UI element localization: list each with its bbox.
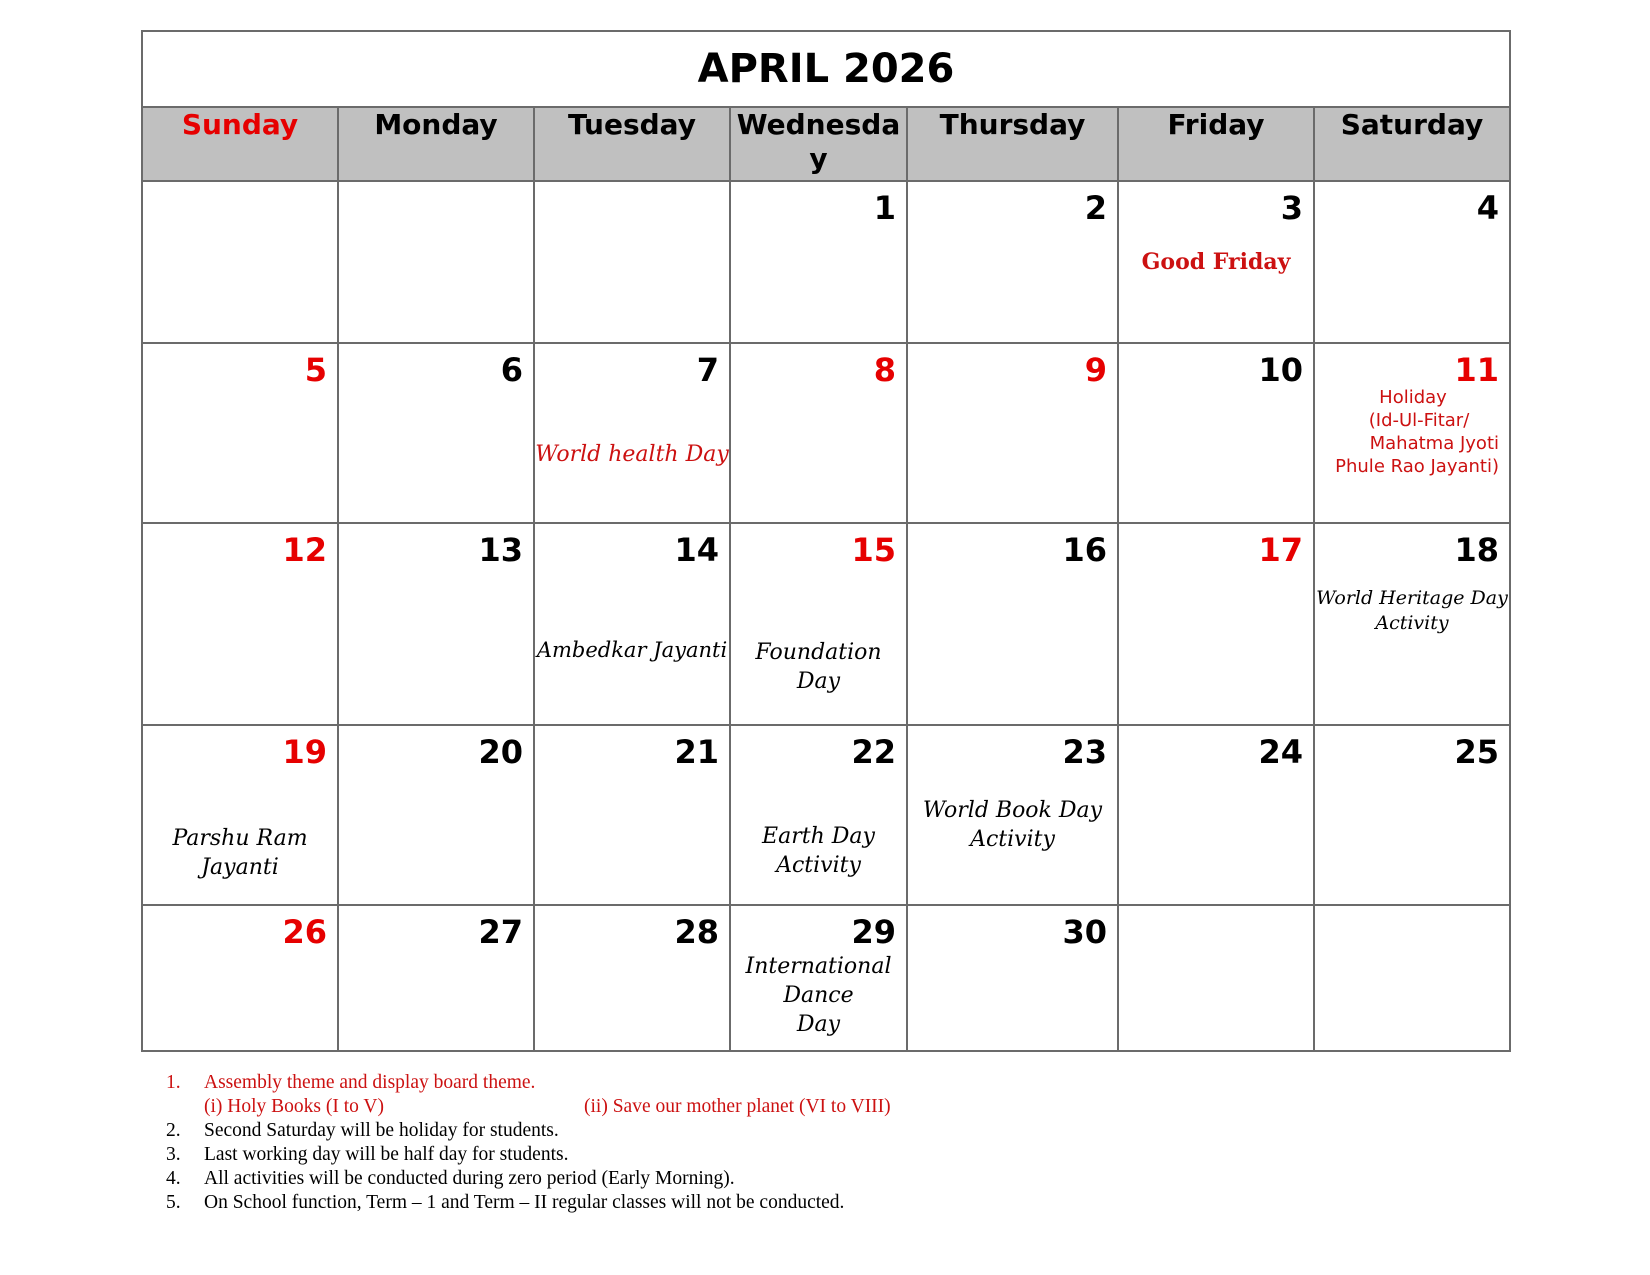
- event-good-friday: Good Friday: [1141, 249, 1291, 275]
- day-number: 13: [478, 531, 523, 569]
- event-line: Holiday: [1379, 387, 1447, 408]
- day-number: 9: [1084, 351, 1107, 389]
- day-cell-28: [534, 905, 730, 1051]
- day-cell-8: [730, 343, 907, 523]
- day-number: 27: [478, 913, 523, 951]
- event-line: (Id-Ul-Fitar/: [1368, 410, 1470, 431]
- event-world-book-day: [908, 796, 1117, 854]
- event-line: Foundation: [755, 640, 882, 665]
- day-number: 24: [1258, 733, 1303, 771]
- day-cell-11: [1314, 343, 1510, 523]
- event-parshu-ram-jayanti: [143, 824, 337, 882]
- day-cell-25: [1314, 725, 1510, 905]
- day-number: 1: [873, 189, 896, 227]
- day-number: 15: [851, 531, 896, 569]
- event-earth-day: [731, 822, 906, 880]
- note-number: 3.: [166, 1144, 181, 1165]
- note-text: All activities will be conducted during zero period (Early Morning).: [204, 1168, 735, 1189]
- day-cell-18: [1314, 523, 1510, 725]
- day-cell-27: [338, 905, 534, 1051]
- day-number: 10: [1258, 351, 1303, 389]
- day-number: 12: [282, 531, 327, 569]
- day-number: 5: [304, 351, 327, 389]
- day-number: 4: [1476, 189, 1499, 227]
- event-ambedkar-jayanti: Ambedkar Jayanti: [536, 638, 728, 662]
- note-number: 4.: [166, 1168, 181, 1189]
- day-cell-16: [907, 523, 1118, 725]
- event-line: World Heritage Day: [1316, 587, 1508, 609]
- day-number: 30: [1062, 913, 1107, 951]
- day-cell-empty: [1118, 905, 1314, 1051]
- day-number: 29: [851, 913, 896, 951]
- event-world-heritage-day: [1315, 586, 1509, 636]
- day-cell-4: [1314, 181, 1510, 343]
- day-cell-14: [534, 523, 730, 725]
- day-cell-6: [338, 343, 534, 523]
- weekday-wednesday: Wednesday: [730, 107, 907, 181]
- day-cell-22: [730, 725, 907, 905]
- note-number: 1.: [166, 1072, 181, 1093]
- day-cell-5: [142, 343, 338, 523]
- calendar-title: APRIL 2026: [142, 31, 1510, 107]
- event-line: Activity: [970, 827, 1055, 852]
- day-cell-empty: [142, 181, 338, 343]
- event-line: Activity: [776, 853, 861, 878]
- note-item: [166, 1167, 891, 1191]
- day-number: 17: [1258, 531, 1303, 569]
- day-number: 16: [1062, 531, 1107, 569]
- event-line: Mahatma Jyoti: [1369, 433, 1499, 454]
- event-line: Jayanti: [201, 855, 279, 880]
- day-number: 18: [1454, 531, 1499, 569]
- day-cell-24: [1118, 725, 1314, 905]
- day-cell-29: [730, 905, 907, 1051]
- note-item: [166, 1191, 891, 1215]
- event-line: Activity: [1375, 612, 1449, 634]
- note-subitem: (i) Holy Books (I to V): [204, 1096, 385, 1117]
- day-cell-2: [907, 181, 1118, 343]
- day-number: 20: [478, 733, 523, 771]
- day-number: 7: [696, 351, 719, 389]
- day-number: 22: [851, 733, 896, 771]
- note-text: Second Saturday will be holiday for students.: [204, 1120, 559, 1141]
- event-line: Earth Day: [762, 824, 875, 849]
- weekday-monday: Monday: [338, 107, 534, 181]
- day-cell-17: [1118, 523, 1314, 725]
- note-item: [166, 1143, 891, 1167]
- day-cell-10: [1118, 343, 1314, 523]
- day-number: 28: [674, 913, 719, 951]
- day-number: 14: [674, 531, 719, 569]
- event-line: Dance: [783, 983, 854, 1008]
- event-line: Phule Rao Jayanti): [1335, 456, 1499, 477]
- event-line: Day: [796, 669, 841, 694]
- note-number: 2.: [166, 1120, 181, 1141]
- event-line: International: [745, 954, 892, 979]
- note-text: Last working day will be half day for students.: [204, 1144, 569, 1165]
- weekday-sunday: Sunday: [142, 107, 338, 181]
- note-subitem: (ii) Save our mother planet (VI to VIII): [584, 1096, 891, 1117]
- event-holiday-id-ul-fitar: [1319, 386, 1509, 478]
- note-number: 5.: [166, 1192, 181, 1213]
- day-cell-21: [534, 725, 730, 905]
- event-line: World Book Day: [922, 798, 1103, 823]
- day-number: 23: [1062, 733, 1107, 771]
- day-cell-30: [907, 905, 1118, 1051]
- note-subitems: [204, 1095, 891, 1119]
- day-number: 8: [873, 351, 896, 389]
- day-number: 2: [1084, 189, 1107, 227]
- day-cell-3: [1118, 181, 1314, 343]
- day-cell-12: [142, 523, 338, 725]
- day-cell-empty: [534, 181, 730, 343]
- day-cell-13: [338, 523, 534, 725]
- day-cell-7: [534, 343, 730, 523]
- day-cell-26: [142, 905, 338, 1051]
- weekday-thursday: Thursday: [907, 107, 1118, 181]
- calendar-table: [141, 30, 1511, 1052]
- event-world-health-day: World health Day: [535, 442, 729, 467]
- day-number: 3: [1280, 189, 1303, 227]
- note-text: Assembly theme and display board theme.: [204, 1072, 536, 1093]
- day-cell-15: [730, 523, 907, 725]
- day-cell-23: [907, 725, 1118, 905]
- note-text: On School function, Term – 1 and Term – II regular classes will not be conducted.: [204, 1192, 845, 1213]
- day-number: 25: [1454, 733, 1499, 771]
- day-cell-9: [907, 343, 1118, 523]
- day-number: 19: [282, 733, 327, 771]
- note-item: [166, 1071, 891, 1119]
- day-cell-20: [338, 725, 534, 905]
- event-international-dance-day: [731, 952, 906, 1039]
- day-number: 6: [500, 351, 523, 389]
- day-number: 21: [674, 733, 719, 771]
- day-cell-19: [142, 725, 338, 905]
- day-cell-empty: [1314, 905, 1510, 1051]
- day-cell-empty: [338, 181, 534, 343]
- weekday-tuesday: Tuesday: [534, 107, 730, 181]
- event-line: Parshu Ram: [172, 826, 308, 851]
- event-line: Day: [796, 1012, 841, 1037]
- weekday-friday: Friday: [1118, 107, 1314, 181]
- note-item: [166, 1119, 891, 1143]
- day-cell-1: [730, 181, 907, 343]
- event-foundation-day: [731, 638, 906, 696]
- notes-list: [166, 1071, 891, 1215]
- weekday-saturday: Saturday: [1314, 107, 1510, 181]
- day-number: 26: [282, 913, 327, 951]
- day-number: 11: [1454, 351, 1499, 389]
